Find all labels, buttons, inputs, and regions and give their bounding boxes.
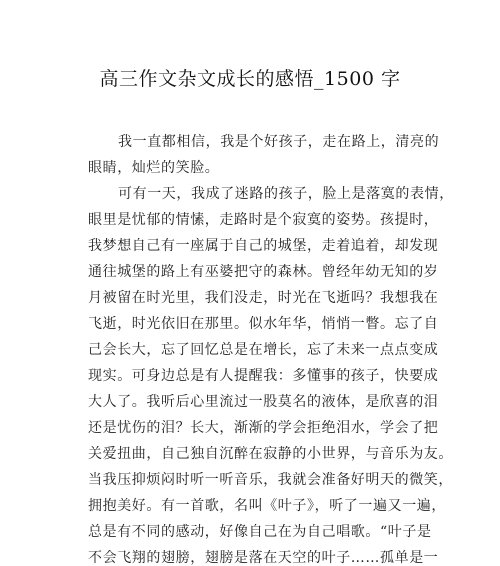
document-body	[88, 129, 454, 566]
paragraph-line: 大人了。我听后心里流过一股莫名的液体，是欣喜的泪	[88, 394, 439, 410]
paragraph-line: 眼里是忧郁的情愫，走路时是个寂寞的姿势。孩提时，	[88, 212, 439, 228]
paragraph-line: 关爱扭曲，自己独自沉醉在寂静的小世界，与音乐为友。	[88, 446, 453, 462]
paragraph-line: 拥抱美好。有一首歌，名叫《叶子》，听了一遍又一遍，	[88, 498, 446, 514]
paragraph-line: 我一直都相信，我是个好孩子，走在路上，清亮的	[118, 134, 440, 150]
paragraph-line: 现实。可身边总是有人提醒我：多懂事的孩子，快要成	[88, 368, 439, 384]
paragraph-line: 我梦想自己有一座属于自己的城堡，走着追着，却发现	[88, 238, 439, 254]
document-title: 高三作文杂文成长的感悟_1500 字	[99, 68, 401, 90]
paragraph-line: 还是忧伤的泪？长大，渐渐的学会拒绝泪水，学会了把	[88, 420, 439, 436]
paragraph-line: 不会飞翔的翅膀，翅膀是落在天空的叶子……孤单是一	[88, 550, 439, 566]
paragraph-line: 当我压抑烦闷时听一听音乐，我就会准备好明天的微笑，	[88, 472, 453, 488]
paragraph-line: 飞逝，时光依旧在那里。似水年华，悄悄一瞥。忘了自	[88, 316, 439, 332]
paragraph-line: 总是有不同的感动，好像自己在为自己唱歌。“叶子是	[88, 524, 432, 540]
paragraph-line: 月被留在时光里，我们没走，时光在飞逝吗？我想我在	[88, 290, 439, 306]
paragraph-line: 可有一天，我成了迷路的孩子，脸上是落寞的表情，	[118, 186, 454, 202]
paragraph-line: 眼睛，灿烂的笑脸。	[88, 160, 220, 176]
paragraph-line: 通往城堡的路上有巫婆把守的森林。曾经年幼无知的岁	[88, 264, 439, 280]
paragraph-line: 己会长大，忘了回忆总是在增长，忘了未来一点点变成	[88, 342, 439, 358]
